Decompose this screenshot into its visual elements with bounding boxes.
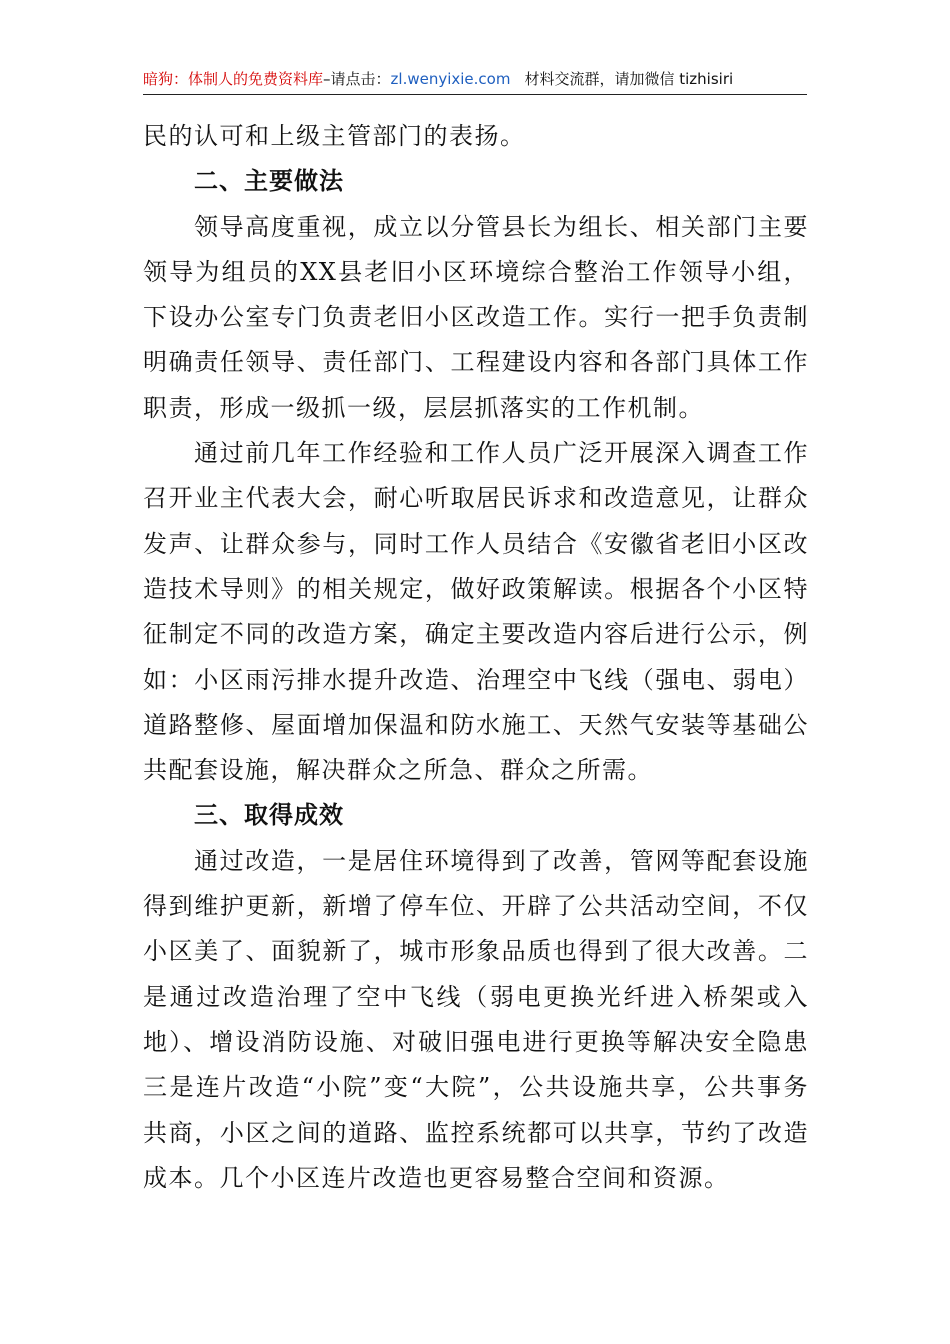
header-brand: 暗狗：体制人的免费资料库 xyxy=(143,70,324,88)
document-body xyxy=(143,114,809,1201)
intro-tail-paragraph: 民的认可和上级主管部门的表扬。 xyxy=(143,122,526,150)
page-header xyxy=(143,66,807,95)
header-click-label: –请点击： xyxy=(323,70,391,88)
section-2-paragraph-1: 领导高度重视，成立以分管县长为组长、相关部门主要领导为组员的XX县老旧小区环境综合整治工作领导小组，下设办公室专门负责老旧小区改造工作。实行一把手负责制明确责任领导、责任部门、工程建设内容和各部门具体工作职责，形成一级抓一级，层层抓落实的工作机制。 xyxy=(143,212,809,422)
section-3-paragraph-1: 通过改造，一是居住环境得到了改善，管网等配套设施得到维护更新，新增了停车位、开辟了公共活动空间，不仅小区美了、面貌新了，城市形象品质也得到了很大改善。二是通过改造治理了空中飞线（弱电更换光纤进入桥架或入地）、增设消防设施、对破旧强电进行更换等解决安全隐患三是连片改造“小院”变“大院”，公共设施共享，公共事务共商，小区之间的道路、监控系统都可以共享，节约了改造成本。几个小区连片改造也更容易整合空间和资源。 xyxy=(143,846,809,1192)
header-url-link[interactable]: zl.wenyixie.com xyxy=(390,70,511,88)
section-2-heading: 二、主要做法 xyxy=(194,167,344,196)
section-3-heading: 三、取得成效 xyxy=(194,801,344,830)
section-2-paragraph-2: 通过前几年工作经验和工作人员广泛开展深入调查工作召开业主代表大会，耐心听取居民诉求和改造意见，让群众发声、让群众参与，同时工作人员结合《安徽省老旧小区改造技术导则》的相关规定，做好政策解读。根据各个小区特征制定不同的改造方案，确定主要改造内容后进行公示，例如：小区雨污排水提升改造、治理空中飞线（强电、弱电）道路整修、屋面增加保温和防水施工、天然气安装等基础公共配套设施，解决群众之所急、群众之所需。 xyxy=(143,439,809,785)
header-group-text: 材料交流群，请加微信 tizhisiri xyxy=(524,70,734,88)
